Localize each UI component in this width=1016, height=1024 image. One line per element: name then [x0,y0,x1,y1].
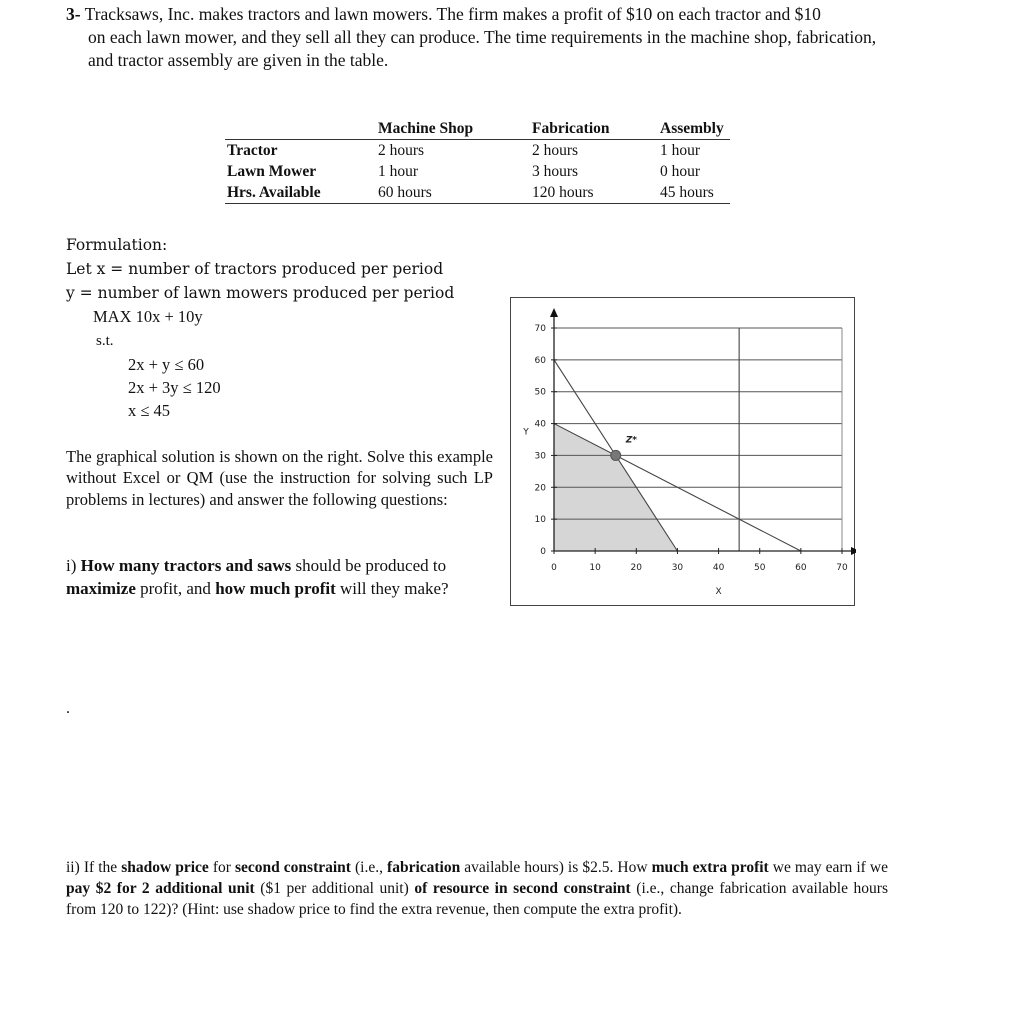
question-1 [66,555,496,600]
subject-to-label: s.t. [96,333,114,349]
question-text: available hours) is $2.5. How [460,859,652,876]
emphasized-text: how much profit [215,578,336,598]
question-text: ($1 per additional unit) [254,880,415,897]
y-tick-label: 70 [534,324,546,334]
intro-line-1: Tracksaws, Inc. makes tractors and lawn mowers. The firm makes a profit of $10 on each tractor and $10 [84,4,821,24]
x-tick-label: 10 [589,563,601,573]
y-tick-label: 10 [534,515,546,526]
y-tick-label: 50 [534,387,546,398]
y-tick-label: 30 [534,451,546,462]
graphical-solution-chart [510,297,855,606]
x-tick-label: 40 [712,563,725,573]
x-tick-label: 20 [630,563,643,573]
emphasized-text: second constraint [234,859,351,876]
formulation [66,233,454,422]
row-header: Hrs. Available [227,184,321,201]
x-axis-arrow-icon [851,547,856,555]
table-cell: 120 hours [532,184,594,201]
x-axis-label: X [715,587,722,597]
optimal-point [611,450,621,460]
emphasized-text: much extra profit [651,859,769,876]
emphasized-text: pay $2 for 2 additional unit [66,880,255,897]
intro-rest: on each lawn mower, and they sell all they can produce. The time requirements in the machine shop, fabrication, and tractor assembly are given in the table. [88,27,877,70]
time-requirements-table [225,118,730,204]
x-tick-label: 0 [551,563,557,573]
table-header: Machine Shop [376,118,530,140]
table-row [225,182,730,204]
variable-y-definition: y = number of lawn mowers produced per period [66,284,455,302]
table-header-row [225,118,730,140]
x-tick-label: 30 [671,563,684,573]
objective-function: MAX 10x + 10y [93,307,203,326]
emphasized-text: shadow price [121,859,209,876]
question-text: (i.e., [350,859,388,876]
emphasized-text: How many tractors and saws [80,556,292,575]
question-text: i) [66,556,81,575]
table-cell: 1 hour [660,142,701,159]
table-header: Assembly [658,118,730,140]
optimal-point-label: Z* [625,435,637,446]
table-header [225,118,376,140]
table-cell: 60 hours [378,184,432,201]
table-header: Fabrication [530,118,658,140]
constraint-assembly: x ≤ 45 [128,401,171,420]
y-tick-label: 20 [534,483,546,494]
x-tick-label: 50 [753,563,766,573]
y-tick-label: 40 [534,419,546,430]
question-text: (i.e., change fabrication available hours from 120 to 122)? (Hint: use shadow price to find the extra revenue, then compute the extra profit). [66,880,888,918]
y-axis-label: Y [523,427,529,438]
row-header: Lawn Mower [227,163,317,180]
y-tick-label: 0 [540,547,546,557]
question-text: we may earn if we [768,859,888,876]
instructions-paragraph: The graphical solution is shown on the right. Solve this example without Excel or QM (use the instruction for solving such LP problems in lectures) and answer the following questions: [66,447,493,509]
table-cell: 2 hours [532,142,579,159]
formulation-title: Formulation: [66,236,168,254]
problem-number: 3- [66,4,81,24]
constraint-machine-shop: 2x + y ≤ 60 [128,355,205,374]
stray-dot: . [66,700,70,717]
constraint-fabrication: 2x + 3y ≤ 120 [128,378,221,397]
y-tick-label: 60 [534,355,546,366]
question-text: should be produced to [291,556,447,575]
table-cell: 0 hour [660,163,701,180]
question-text: for [208,859,235,876]
emphasized-text: maximize [66,578,136,598]
y-axis-arrow-icon [550,308,558,317]
question-text: profit, and [135,578,216,598]
table-row [225,161,730,182]
row-header: Tractor [227,142,278,159]
emphasized-text: fabrication [387,859,461,876]
table-cell: 3 hours [532,163,579,180]
table-cell: 2 hours [378,142,425,159]
chart-svg [511,298,856,607]
emphasized-text: of resource in second constraint [414,880,631,897]
question-2 [66,857,888,920]
problem-intro [66,3,896,72]
question-text: will they make? [335,578,449,598]
table-cell: 1 hour [378,163,419,180]
x-tick-label: 70 [836,563,848,573]
question-text: ii) If the [66,859,122,876]
x-tick-label: 60 [795,563,807,573]
variable-x-definition: Let x = number of tractors produced per period [66,260,444,278]
table-cell: 45 hours [660,184,714,201]
table-row [225,140,730,162]
